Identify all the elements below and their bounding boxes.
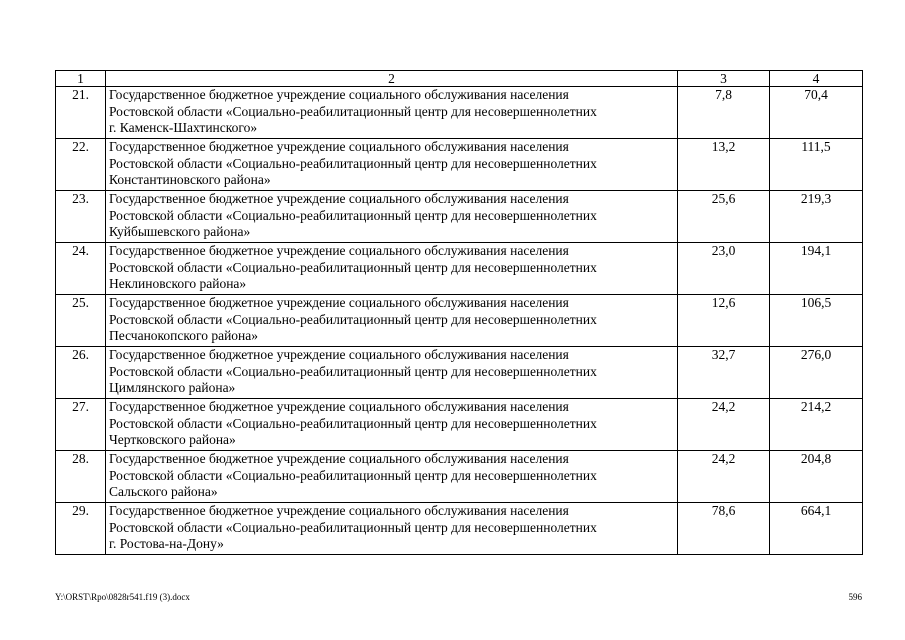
institution-name-line: г. Ростова-на-Дону» (109, 536, 224, 551)
institution-name-cell (106, 243, 678, 295)
institution-name-line: Куйбышевского района» (109, 224, 251, 239)
data-table (55, 70, 863, 555)
institution-name-line: Ростовской области «Социально-реабилитационный центр для несовершеннолетних (109, 155, 597, 171)
institution-name-line: Цимлянского района» (109, 380, 236, 395)
institution-name-line: Ростовской области «Социально-реабилитационный центр для несовершеннолетних (109, 415, 597, 431)
row-number-cell: 25. (56, 295, 106, 347)
value-cell-col4: 106,5 (770, 295, 863, 347)
value-cell-col4: 111,5 (770, 139, 863, 191)
header-cell-2: 2 (106, 71, 678, 87)
value-cell-col3: 24,2 (678, 399, 770, 451)
table-body (56, 71, 863, 555)
value-cell-col4: 204,8 (770, 451, 863, 503)
institution-name-line: Государственное бюджетное учреждение социального обслуживания населения (109, 451, 569, 466)
value-cell-col3: 32,7 (678, 347, 770, 399)
footer-page-number: 596 (848, 592, 862, 602)
institution-name-line: Государственное бюджетное учреждение социального обслуживания населения (109, 243, 569, 258)
institution-name-cell (106, 139, 678, 191)
institution-name-line: Неклиновского района» (109, 276, 247, 291)
value-cell-col3: 24,2 (678, 451, 770, 503)
institution-name-line: Государственное бюджетное учреждение социального обслуживания населения (109, 191, 569, 206)
value-cell-col3: 7,8 (678, 87, 770, 139)
table-row (56, 191, 863, 243)
institution-name-line: Ростовской области «Социально-реабилитационный центр для несовершеннолетних (109, 467, 597, 483)
institution-name-cell (106, 191, 678, 243)
value-cell-col4: 214,2 (770, 399, 863, 451)
table-row (56, 243, 863, 295)
row-number-cell: 22. (56, 139, 106, 191)
institution-name-line: Государственное бюджетное учреждение социального обслуживания населения (109, 347, 569, 362)
table-header-row (56, 71, 863, 87)
institution-name-line: Ростовской области «Социально-реабилитационный центр для несовершеннолетних (109, 519, 597, 535)
row-number-cell: 28. (56, 451, 106, 503)
institution-name-line: Государственное бюджетное учреждение социального обслуживания населения (109, 295, 569, 310)
table-row (56, 451, 863, 503)
institution-name-line: Песчанокопского района» (109, 328, 259, 343)
table-row (56, 399, 863, 451)
row-number-cell: 24. (56, 243, 106, 295)
value-cell-col4: 664,1 (770, 503, 863, 555)
institution-name-line: Ростовской области «Социально-реабилитационный центр для несовершеннолетних (109, 103, 597, 119)
value-cell-col3: 78,6 (678, 503, 770, 555)
row-number-cell: 21. (56, 87, 106, 139)
institution-name-line: Государственное бюджетное учреждение социального обслуживания населения (109, 87, 569, 102)
institution-name-cell (106, 295, 678, 347)
institution-name-line: Константиновского района» (109, 172, 271, 187)
institution-name-line: Государственное бюджетное учреждение социального обслуживания населения (109, 399, 569, 414)
value-cell-col4: 219,3 (770, 191, 863, 243)
institution-name-line: Сальского района» (109, 484, 218, 499)
institution-name-cell (106, 503, 678, 555)
institution-name-line: Ростовской области «Социально-реабилитационный центр для несовершеннолетних (109, 363, 597, 379)
institution-name-line: Государственное бюджетное учреждение социального обслуживания населения (109, 503, 569, 518)
institution-name-cell (106, 399, 678, 451)
value-cell-col3: 12,6 (678, 295, 770, 347)
value-cell-col3: 13,2 (678, 139, 770, 191)
row-number-cell: 26. (56, 347, 106, 399)
institution-name-line: Ростовской области «Социально-реабилитационный центр для несовершеннолетних (109, 311, 597, 327)
table-row (56, 503, 863, 555)
institution-name-line: Ростовской области «Социально-реабилитационный центр для несовершеннолетних (109, 207, 597, 223)
value-cell-col4: 194,1 (770, 243, 863, 295)
value-cell-col3: 25,6 (678, 191, 770, 243)
institution-name-cell (106, 451, 678, 503)
table-row (56, 347, 863, 399)
institution-name-line: Ростовской области «Социально-реабилитационный центр для несовершеннолетних (109, 259, 597, 275)
institution-name-line: Государственное бюджетное учреждение социального обслуживания населения (109, 139, 569, 154)
institution-name-line: г. Каменск-Шахтинского» (109, 120, 258, 135)
footer-file-path: Y:\ORST\Rpo\0828r541.f19 (3).docx (55, 592, 190, 602)
table-row (56, 139, 863, 191)
row-number-cell: 29. (56, 503, 106, 555)
institution-name-line: Чертковского района» (109, 432, 236, 447)
table-row (56, 295, 863, 347)
header-cell-3: 3 (678, 71, 770, 87)
row-number-cell: 27. (56, 399, 106, 451)
table-row (56, 87, 863, 139)
header-cell-4: 4 (770, 71, 863, 87)
value-cell-col3: 23,0 (678, 243, 770, 295)
header-cell-1: 1 (56, 71, 106, 87)
value-cell-col4: 70,4 (770, 87, 863, 139)
institution-name-cell (106, 347, 678, 399)
row-number-cell: 23. (56, 191, 106, 243)
value-cell-col4: 276,0 (770, 347, 863, 399)
institution-name-cell (106, 87, 678, 139)
